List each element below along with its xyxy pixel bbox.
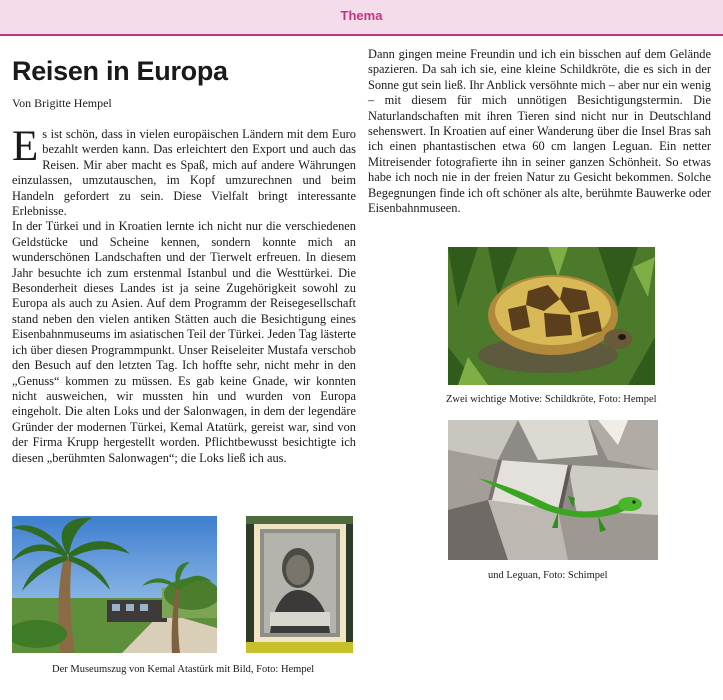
tortoise-photo-image	[448, 247, 655, 385]
right-column	[368, 47, 711, 216]
photo-iguana	[448, 420, 658, 560]
photo-palms-train	[12, 516, 217, 653]
article-title: Reisen in Europa	[12, 56, 228, 86]
section-label: Thema	[340, 8, 383, 23]
body-paragraph: Dann gingen meine Freundin und ich ein bisschen auf dem Gelände spazieren. Da sah ich sie, eine kleine Schildkröte, die es sich in der Sonne gut sein ließ. Ihr Anblick versöhnte mich – aber nur ein wenig – mit diesem für mich unnötigen Besichtigungstermin. Die Naturlandschaften mit ihren Tieren sind nicht nur in Deutschland sehenswert. In Kroatien auf einer Wanderung über die Insel Bras sah ich einen phantastischen etwa 60 cm langen Leguan. Ein netter Mitreisender fotografierte ihn in seiner ganzen Schönheit. So etwas habe ich noch nie in der freien Natur zu Gesicht bekommen. Solche Begegnungen finde ich oft schöner als alte, berühmte Bauwerke oder Eisenbahnmuseen.	[368, 47, 711, 216]
palm-photo-image	[12, 516, 217, 653]
caption-tortoise: Zwei wichtige Motive: Schildkröte, Foto: Hempel	[446, 394, 657, 405]
iguana-photo-image	[448, 420, 658, 560]
photo-portrait	[246, 516, 353, 653]
left-column	[12, 123, 356, 466]
intro-paragraph	[12, 123, 356, 219]
article-author: Von Brigitte Hempel	[12, 96, 112, 110]
portrait-photo-image	[246, 516, 353, 653]
drop-cap: E	[12, 123, 39, 170]
caption-museum: Der Museumszug von Kemal Atastürk mit Bild, Foto: Hempel	[52, 664, 315, 675]
caption-iguana: und Leguan, Foto: Schimpel	[488, 570, 608, 581]
photo-tortoise	[448, 247, 655, 385]
intro-text: s ist schön, dass in vielen europäischen Ländern mit dem Euro bezahlt werden kann. Das erleichtert den Export und auch das Reisen. Mir aber macht es Spaß, mich auf andere Währungen einzulassen, umzutauschen, im Kopf umzurechnen und beim Handeln gefordert zu sein. Diese Vielfalt bringt interessante Erlebnisse.	[12, 127, 356, 219]
body-paragraph: In der Türkei und in Kroatien lernte ich nicht nur die verschiedenen Geldstücke und Scheine kennen, sondern konnte mich an wunderschönen Landschaften und der Tierwelt erfreuen. In diesem Jahr besuchte ich zum erstenmal Istanbul und die Westtürkei. Die Besonderheit dieses Landes ist ja seine Zugehörigkeit sowohl zu Europa als auch zu Asien. Auf dem Programm der Reisegesellschaft stand neben den vielen antiken Stätten auch die Besichtigung eines Eisenbahnmuseums im asiatischen Teil der Türkei. Jeden Tag lästerte ich über diesen Programmpunkt. Unser Reiseleiter Mustafa verschob den Besuch auf den letzten Tag. Ich hoffte sehr, nicht mehr in den „Genuss“ kommen zu müssen. Es gab keine Gnade, wir konnten nicht ausweichen, wir mussten hin und wurden von Europa eingeholt. Die alten Loks und der Salonwagen, in dem der legendäre Gründer der modernen Türkei, Kemal Atatürk, gereist war, sind von der Firma Krupp hergestellt worden. Pflichtbewusst besichtigte ich diesen „berühmten Salonwagen“; die Loks ließ ich aus.	[12, 219, 356, 465]
